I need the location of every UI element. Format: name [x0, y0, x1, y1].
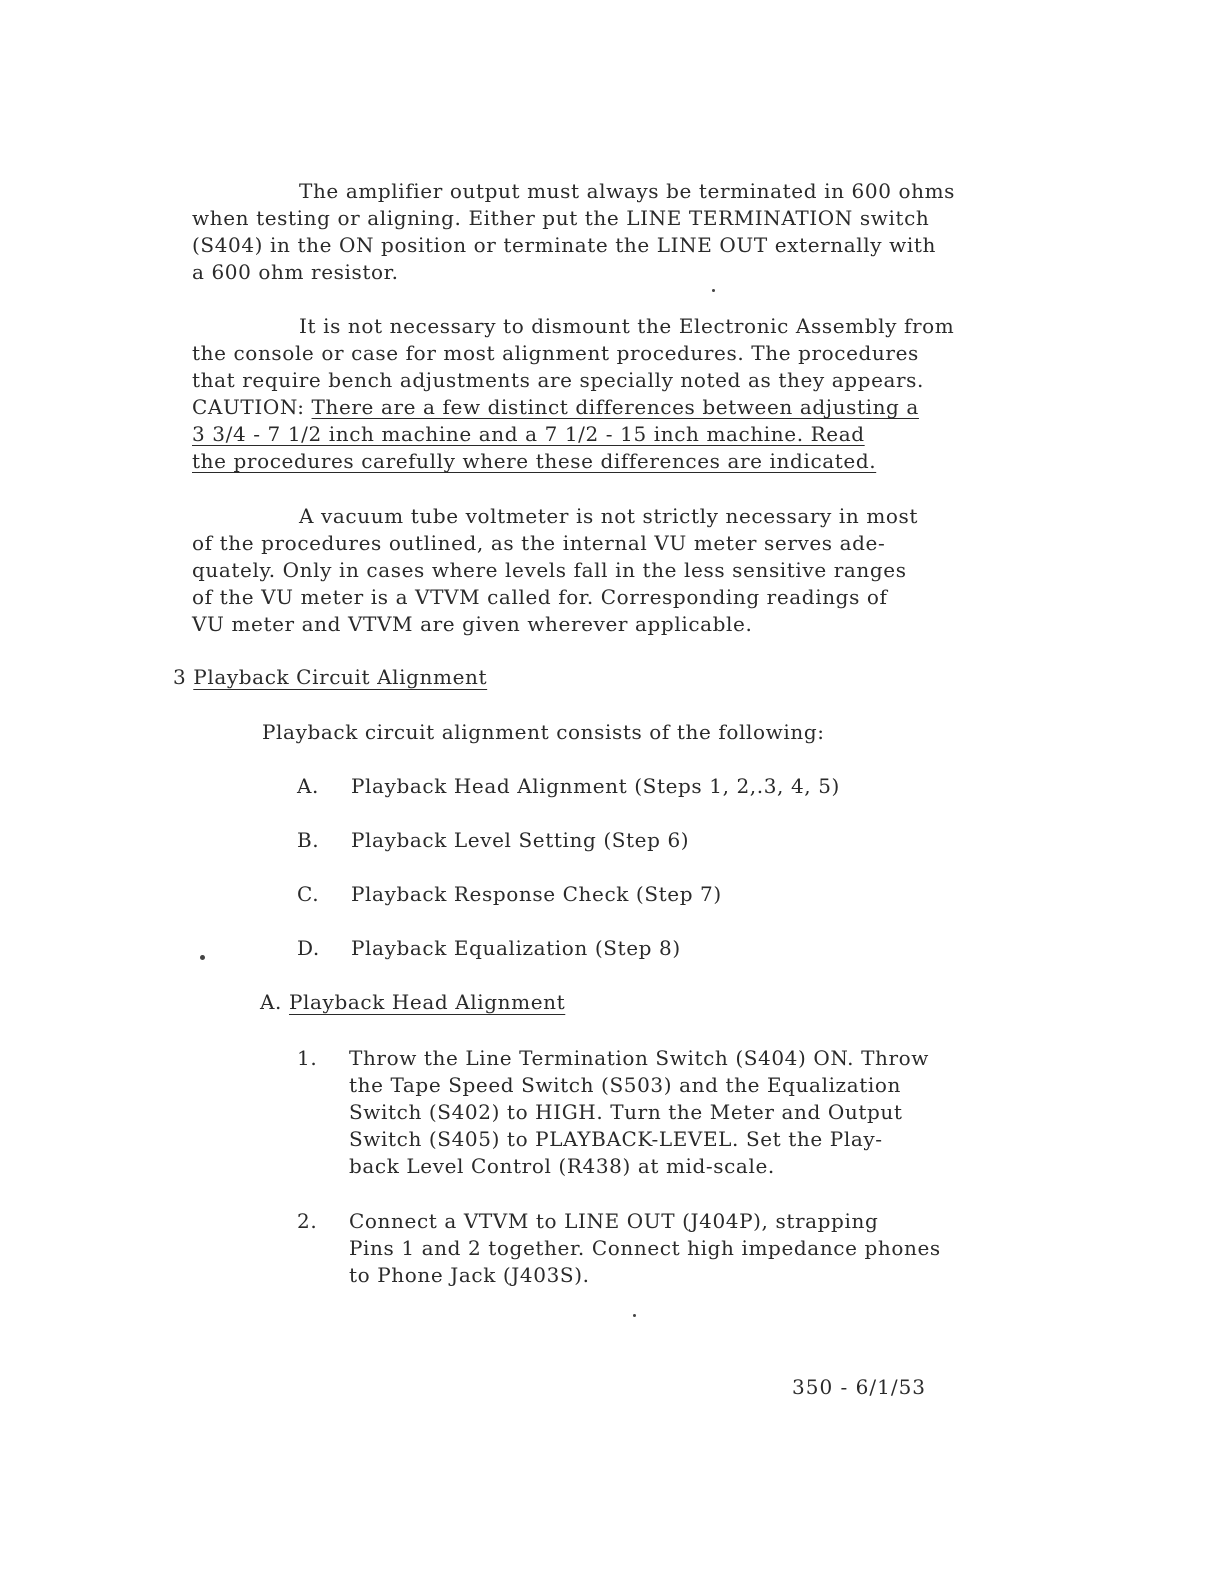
list-marker: D.: [297, 936, 320, 960]
text-line: back Level Control (R438) at mid-scale.: [349, 1154, 775, 1178]
list-item: [297, 773, 897, 800]
text-line: VU meter and VTVM are given wherever applicable.: [192, 612, 753, 636]
caution-line: [192, 448, 1042, 475]
text-line: to Phone Jack (J403S).: [349, 1263, 590, 1287]
text-line: the Tape Speed Switch (S503) and the Equalization: [349, 1073, 901, 1097]
paragraph-termination: [192, 178, 1042, 286]
text-line: quately. Only in cases where levels fall in the less sensitive ranges: [192, 558, 907, 582]
caution-label: CAUTION:: [192, 395, 312, 419]
section-lead: [262, 719, 825, 746]
list-item: [297, 827, 897, 854]
list-marker: C.: [297, 882, 320, 906]
text-line: when testing or aligning. Either put the LINE TERMINATION switch: [192, 206, 930, 230]
list-text: Playback Level Setting (Step 6): [351, 828, 690, 852]
scan-speck: [200, 955, 205, 960]
text-line: of the VU meter is a VTVM called for. Corresponding readings of: [192, 585, 888, 609]
step-marker: 2.: [297, 1209, 318, 1233]
text-line: It is not necessary to dismount the Electronic Assembly from: [299, 314, 955, 338]
caution-line: [192, 394, 1042, 421]
section-lead-text: Playback circuit alignment consists of the following:: [262, 720, 825, 744]
caution-line: [192, 421, 1042, 448]
text-line: (S404) in the ON position or terminate the LINE OUT externally with: [192, 233, 936, 257]
page-reference: 350 - 6/1/53: [792, 1375, 927, 1399]
step-2: [297, 1208, 1017, 1289]
paragraph-dismount: [192, 313, 1042, 475]
text-line: Switch (S402) to HIGH. Turn the Meter and Output: [349, 1100, 903, 1124]
list-text: Playback Equalization (Step 8): [351, 936, 681, 960]
text-line: that require bench adjustments are specially noted as they appears.: [192, 368, 925, 392]
scan-speck: [633, 1314, 636, 1317]
text-line: of the procedures outlined, as the internal VU meter serves ade-: [192, 531, 886, 555]
subsection-marker: A.: [260, 990, 283, 1014]
step-body: [349, 1208, 941, 1289]
caution-text: There are a few distinct differences between adjusting a: [311, 395, 919, 419]
text-line: Switch (S405) to PLAYBACK-LEVEL. Set the Play-: [349, 1127, 883, 1151]
text-line: Throw the Line Termination Switch (S404) ON. Throw: [349, 1046, 930, 1070]
step-marker: 1.: [297, 1046, 318, 1070]
text-line: A vacuum tube voltmeter is not strictly necessary in most: [299, 504, 919, 528]
caution-text: 3 3/4 - 7 1/2 inch machine and a 7 1/2 - 15 inch machine. Read: [192, 422, 865, 446]
section-title: Playback Circuit Alignment: [193, 665, 488, 689]
list-item: [297, 881, 897, 908]
section-number: 3: [173, 665, 187, 689]
text-line: Pins 1 and 2 together. Connect high impedance phones: [349, 1236, 941, 1260]
section-heading: [173, 664, 487, 691]
list-marker: B.: [297, 828, 320, 852]
caution-text: the procedures carefully where these differences are indicated.: [192, 449, 877, 473]
list-item: [297, 935, 897, 962]
list-text: Playback Head Alignment (Steps 1, 2,.3, 4, 5): [351, 774, 840, 798]
text-line: a 600 ohm resistor.: [192, 260, 399, 284]
subsection-title: Playback Head Alignment: [288, 990, 566, 1014]
paragraph-vtvm: [192, 503, 1042, 638]
text-line: the console or case for most alignment procedures. The procedures: [192, 341, 919, 365]
list-text: Playback Response Check (Step 7): [351, 882, 722, 906]
list-marker: A.: [297, 774, 320, 798]
step-body: [349, 1045, 929, 1180]
text-line: The amplifier output must always be terminated in 600 ohms: [299, 179, 956, 203]
step-1: [297, 1045, 1017, 1180]
scan-speck: [712, 289, 715, 292]
text-line: Connect a VTVM to LINE OUT (J404P), strapping: [349, 1209, 879, 1233]
subsection-heading: [260, 989, 565, 1016]
